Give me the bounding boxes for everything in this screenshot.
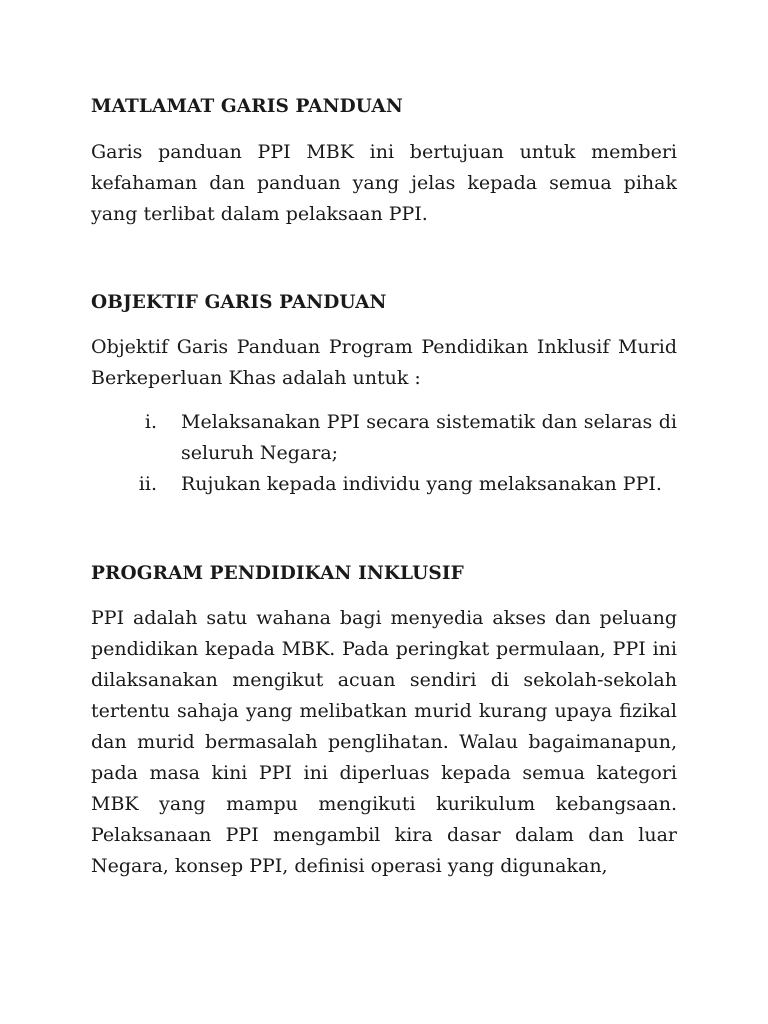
list-item [91, 407, 677, 469]
objective-list [91, 407, 677, 500]
section-paragraph-program: PPI adalah satu wahana bagi menyedia akses dan peluang pendidikan kepada MBK. Pada peringkat permulaan, PPI ini dilaksanakan mengikut acuan sendiri di sekolah-sekolah tertentu sahaja yang melibatkan murid kurang upaya fizikal dan murid bermasalah penglihatan. Walau bagaimanapun, pada masa kini PPI ini diperluas kepada semua kategori MBK yang mampu mengikuti kurikulum kebangsaan. Pelaksanaan PPI mengambil kira dasar dalam dan luar Negara, konsep PPI, definisi operasi yang digunakan, [91, 607, 677, 877]
list-item-text: Rujukan kepada individu yang melaksanakan PPI. [181, 473, 662, 495]
section-paragraph-matlamat: Garis panduan PPI MBK ini bertujuan untuk memberi kefahaman dan panduan yang jelas kepada semua pihak yang terlibat dalam pelaksaan PPI. [91, 141, 677, 225]
section-heading-matlamat: MATLAMAT GARIS PANDUAN [91, 96, 403, 117]
section-heading-program: PROGRAM PENDIDIKAN INKLUSIF [91, 563, 464, 584]
section-paragraph-objektif: Objektif Garis Panduan Program Pendidikan Inklusif Murid Berkeperluan Khas adalah untuk : [91, 336, 677, 389]
section-heading-objektif: OBJEKTIF GARIS PANDUAN [91, 292, 387, 313]
list-item [91, 469, 677, 500]
list-marker: i. [144, 411, 157, 433]
list-item-text: Melaksanakan PPI secara sistematik dan selaras di seluruh Negara; [181, 411, 677, 464]
list-marker: ii. [138, 473, 157, 495]
